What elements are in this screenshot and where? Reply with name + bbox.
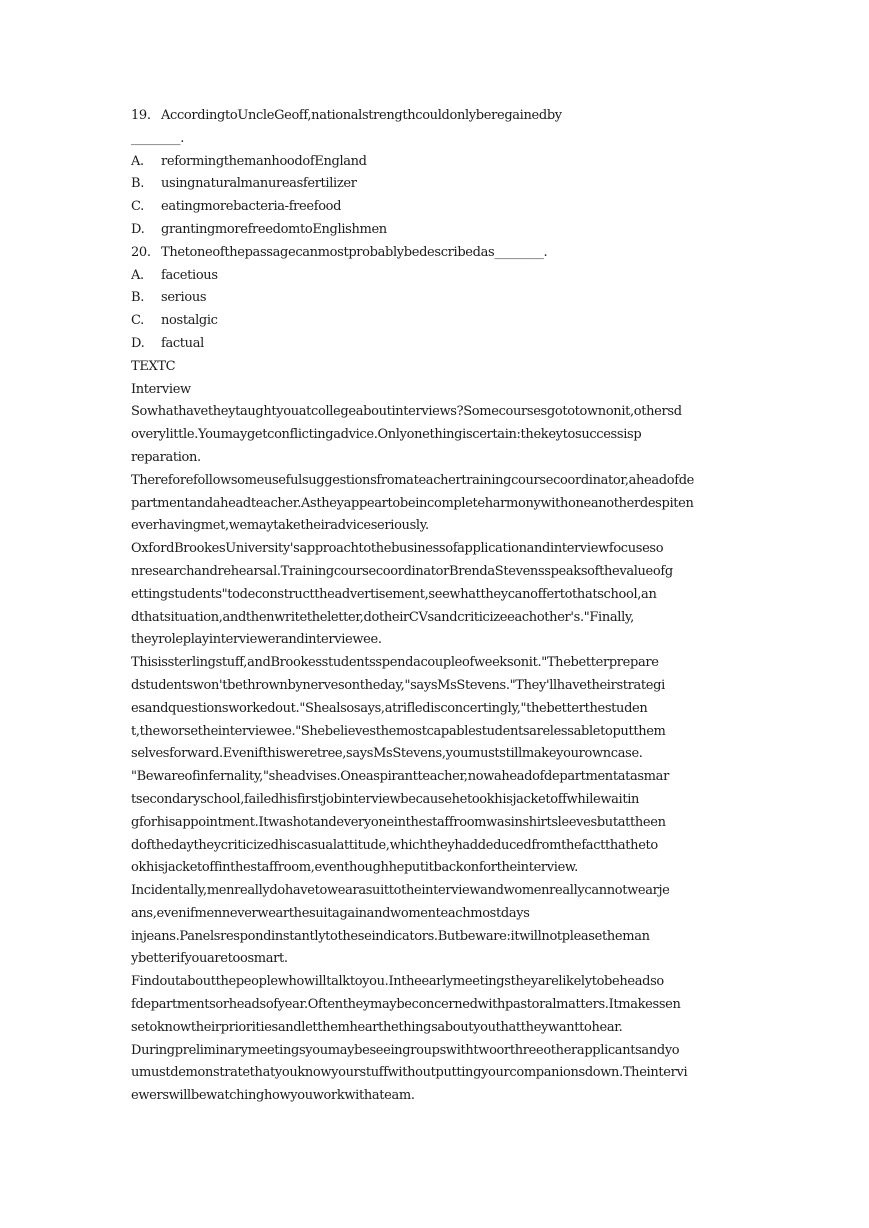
q19-option-a	[131, 151, 741, 174]
q20-option-a	[131, 265, 741, 288]
passage-line: theyroleplayinterviewerandinterviewee.	[131, 632, 382, 648]
option-text: usingnaturalmanureasfertilizer	[161, 176, 357, 192]
passage-line: "Bewareofinfernality,"sheadvises.Oneaspirantteacher,nowaheadofdepartmentatasmar	[131, 769, 669, 785]
passage-line: setoknowtheirprioritiesandletthemhearthethingsaboutyouthattheywanttohear.	[131, 1019, 623, 1035]
question-20-stem	[131, 242, 741, 265]
passage-line: injeans.Panelsrespondinstantlytotheseindicators.Butbeware:itwillnotpleasetheman	[131, 928, 650, 944]
passage-line: Duringpreliminarymeetingsyoumaybeseeingroupswithtwoorthreeotherapplicantsandyo	[131, 1042, 680, 1058]
passage-line: umustdemonstratethatyouknowyourstuffwithoutputtingyourcompanionsdown.Theintervi	[131, 1065, 688, 1081]
q19-option-b	[131, 173, 741, 196]
passage-line: overylittle.Youmaygetconflictingadvice.Onlyonethingiscertain:thekeytosuccessisp	[131, 427, 642, 443]
q20-option-c	[131, 310, 741, 333]
q20-option-b	[131, 287, 741, 310]
passage-line: ybetterifyouaretoosmart.	[131, 951, 288, 967]
option-letter: B.	[131, 290, 144, 306]
passage-line: dofthedaytheycriticizedhiscasualattitude,whichtheyhaddeducedfromthefactthatheto	[131, 837, 658, 853]
q19-option-c	[131, 196, 741, 219]
option-text: factual	[161, 335, 204, 351]
passage-line: tsecondaryschool,failedhisfirstjobinterviewbecausehetookhisjacketoffwhilewaitin	[131, 791, 640, 807]
question-text: AccordingtoUncleGeoff,nationalstrengthcouldonlyberegainedby	[161, 108, 562, 123]
option-text: facetious	[161, 267, 218, 283]
option-letter: D.	[131, 335, 145, 351]
section-label: TEXTC	[131, 358, 176, 374]
passage-line: ewerswillbewatchinghowyouworkwithateam.	[131, 1088, 415, 1104]
passage-line: partmentandaheadteacher.Astheyappeartobeincompleteharmonywithoneanotherdespiten	[131, 495, 694, 511]
option-letter: D.	[131, 221, 145, 237]
passage-line: ettingstudents"todeconstructtheadvertisement,seewhattheycanoffertothatschool,an	[131, 586, 657, 602]
passage-line: everhavingmet,wemaytaketheiradviceseriously.	[131, 518, 429, 534]
passage-body	[131, 401, 741, 1108]
question-text: Thetoneofthepassagecanmostprobablybedescribedas________.	[161, 244, 548, 260]
passage-line: ans,evenifmenneverwearthesuitagainandwomenteachmostdays	[131, 905, 530, 921]
option-text: serious	[161, 290, 207, 306]
question-19-blank: ________.	[131, 130, 184, 146]
passage-line: okhisjacketoffinthestaffroom,eventhoughheputitbackonfortheinterview.	[131, 860, 578, 876]
passage-title: Interview	[131, 381, 191, 397]
passage-line: OxfordBrookesUniversity'sapproachtothebusinessofapplicationandinterviewfocuseso	[131, 541, 664, 557]
q19-option-d	[131, 219, 741, 242]
option-text: nostalgic	[161, 313, 218, 329]
document-page	[131, 105, 741, 1108]
question-number: 19.	[131, 108, 151, 123]
option-letter: C.	[131, 313, 144, 329]
option-text: grantingmorefreedomtoEnglishmen	[161, 221, 387, 237]
passage-line: t,theworsetheinterviewee."Shebelievesthemostcapablestudentsarelessabletoputthem	[131, 723, 666, 739]
passage-line: reparation.	[131, 449, 201, 465]
passage-line: Thereforefollowsomeusefulsuggestionsfromateachertrainingcoursecoordinator,aheadofde	[131, 472, 695, 488]
question-number: 20.	[131, 244, 151, 260]
option-text: reformingthemanhoodofEngland	[161, 153, 367, 169]
option-letter: C.	[131, 199, 144, 215]
passage-line: Thisissterlingstuff,andBrookesstudentsspendacoupleofweeksonit."Thebetterprepare	[131, 655, 659, 671]
question-19-stem	[131, 105, 741, 128]
option-letter: B.	[131, 176, 144, 192]
passage-line: selvesforward.Evenifthisweretree,saysMsStevens,youmuststillmakeyourowncase.	[131, 746, 643, 762]
passage-line: esandquestionsworkedout."Shealsosays,atrifledisconcertingly,"thebetterthestuden	[131, 700, 648, 716]
option-letter: A.	[131, 153, 144, 169]
passage-line: gforhisappointment.Itwashotandeveryoneinthestaffroomwasinshirtsleevesbutattheen	[131, 814, 666, 830]
passage-line: dstudentswon'tbethrownbynervesontheday,"saysMsStevens."They'llhavetheirstrategi	[131, 677, 665, 693]
option-letter: A.	[131, 267, 144, 283]
passage-line: Incidentally,menreallydohavetowearasuittotheinterviewandwomenreallycannotwearje	[131, 883, 670, 899]
passage-line: dthatsituation,andthenwritetheletter,dotheirCVsandcriticizeeachother's."Finally,	[131, 609, 634, 625]
passage-line: nresearchandrehearsal.TrainingcoursecoordinatorBrendaStevensspeaksofthevalueofg	[131, 563, 673, 579]
passage-line: Sowhathavetheytaughtyouatcollegeaboutinterviews?Somecoursesgototownonit,othersd	[131, 404, 682, 420]
option-text: eatingmorebacteria-freefood	[161, 199, 342, 215]
passage-line: Findoutaboutthepeoplewhowilltalktoyou.Intheearlymeetingstheyarelikelytobeheadso	[131, 974, 664, 990]
passage-line: fdepartmentsorheadsofyear.Oftentheymaybeconcernedwithpastoralmatters.Itmakessen	[131, 997, 681, 1013]
q20-option-d	[131, 333, 741, 356]
